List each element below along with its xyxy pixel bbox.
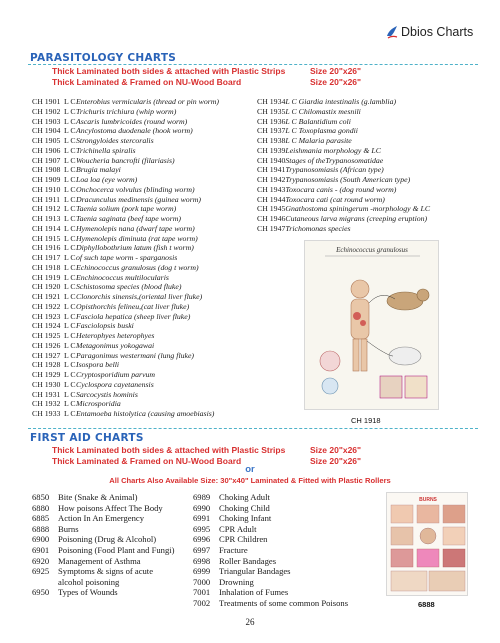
chart-title: Echinococcus granulosus (dog t worm) (76, 262, 199, 272)
parasitology-list-left (32, 97, 219, 419)
brand (385, 24, 473, 40)
list-item (32, 117, 219, 127)
first-aid-size-2: Size 20"x26" (310, 456, 362, 466)
chart-code: 6996 (193, 534, 211, 545)
chart-code: 6990 (193, 502, 211, 513)
chart-title: Inhalation of Fumes (219, 587, 289, 598)
chart-code: 6901 (32, 544, 50, 555)
chart-title: Stages of theTrypanosomatidae (285, 155, 384, 165)
list-item (32, 566, 175, 577)
first-aid-list-left (32, 492, 175, 598)
chart-title: Symptoms & signs of acute (58, 566, 154, 577)
chart-title: Hymenolepis nana (dwarf tape worm) (76, 223, 195, 233)
chart-title: Onchocerca volvulus (blinding worm) (76, 184, 195, 194)
life-cycle-prefix: L C (64, 194, 76, 204)
list-item (32, 107, 219, 117)
chart-code: CH 1927 (32, 350, 61, 360)
list-item (32, 312, 219, 322)
chart-title: Woucheria bancrofti (filariasis) (76, 155, 175, 165)
list-item (257, 224, 430, 234)
life-cycle-prefix: L C (64, 184, 76, 194)
list-item (257, 107, 430, 117)
chart-code: CH 1937 (257, 126, 286, 136)
parasitology-spec-1: Thick Laminated both sides & attached with Plastic Strips (52, 66, 286, 76)
parasitology-title: PARASITOLOGY CHARTS (30, 52, 177, 64)
chart-code: CH 1940 (257, 155, 286, 165)
chart-title: Cyclospora cayetanensis (76, 379, 154, 389)
chart-code: 6900 (32, 534, 50, 545)
list-item (32, 587, 175, 598)
chart-code: CH 1907 (32, 155, 61, 165)
life-cycle-prefix: L C (64, 97, 76, 106)
life-cycle-prefix: L C (64, 321, 76, 331)
chart-title: How poisons Affect The Body (58, 502, 163, 513)
list-item (193, 577, 348, 588)
chart-title: Toxocara canis - (dog round worm) (285, 184, 397, 194)
life-cycle-prefix: L C (64, 175, 76, 184)
page-number: 26 (245, 617, 255, 627)
chart-title: Paragonimus westermani (lung fluke) (76, 350, 195, 360)
chart-code: CH 1943 (257, 184, 286, 194)
chart-title: alcohol poisoning (58, 576, 120, 587)
life-cycle-prefix: L C (64, 301, 76, 311)
chart-code: 7000 (193, 576, 211, 587)
chart-title: Enchinococcus multilocularis (76, 272, 169, 282)
list-item (193, 503, 348, 514)
chart-code: CH 1921 (32, 292, 61, 301)
chart-title: Microsporidia (76, 399, 121, 409)
chart-title: Choking Adult (219, 492, 270, 502)
list-item (257, 175, 430, 185)
life-cycle-prefix: L C (64, 350, 76, 360)
chart-title: CPR Children (219, 534, 268, 545)
list-item (193, 556, 348, 567)
chart-title: Trichomonas species (285, 223, 351, 233)
chart-title: Dracunculus medinensis (guinea worm) (76, 194, 201, 204)
chart-title: Toxocara cati (cat round worm) (285, 194, 385, 204)
chart-code: CH 1935 (257, 106, 286, 116)
list-item (193, 492, 348, 503)
chart-code: 7001 (193, 587, 211, 598)
life-cycle-prefix: L C (64, 311, 76, 321)
list-item (193, 524, 348, 535)
parasitology-spec-2: Thick Laminated & Framed on NU-Wood Board (52, 77, 242, 87)
chart-illustration (387, 493, 468, 596)
list-item (32, 234, 219, 244)
life-cycle-prefix: L C (64, 214, 76, 223)
chart-code: 6950 (32, 587, 50, 598)
chart-code: CH 1946 (257, 214, 286, 223)
chart-title: CPR Adult (219, 523, 257, 534)
list-item (257, 126, 430, 136)
chart-code: CH 1919 (32, 272, 61, 282)
list-item (32, 243, 219, 253)
chart-code: CH 1920 (32, 282, 61, 292)
list-item (257, 146, 430, 156)
chart-title: Choking Infant (219, 513, 272, 524)
life-cycle-prefix: L C (64, 379, 76, 389)
life-cycle-prefix: L C (64, 126, 76, 136)
list-item (32, 370, 219, 380)
chart-title: Heterophyes heterophyes (76, 331, 155, 340)
roller-size-note: All Charts Also Available Size: 30"x40" Laminated & Fitted with Plastic Rollers (109, 476, 391, 485)
chart-code: CH 1904 (32, 126, 61, 136)
parasitology-size-2: Size 20"x26" (310, 77, 362, 87)
life-cycle-prefix: L C (64, 253, 76, 262)
life-cycle-prefix: L C (64, 331, 76, 340)
chart-code: CH 1903 (32, 116, 61, 126)
chart-title: Choking Child (219, 502, 270, 513)
chart-title: L C Chilomastix mesnili (285, 106, 361, 116)
chart-code: CH 1922 (32, 301, 61, 311)
burns-chart-image (386, 492, 468, 596)
chart-code: CH 1914 (32, 223, 61, 233)
chart-code: CH 1916 (32, 243, 61, 253)
or-label: or (245, 464, 255, 475)
chart-code: CH 1932 (32, 399, 61, 409)
chart-code: 6991 (193, 513, 211, 524)
first-aid-spec-2: Thick Laminated & Framed on NU-Wood Board (52, 456, 242, 466)
chart-code: CH 1912 (32, 204, 61, 214)
list-item (257, 136, 430, 146)
list-item (257, 165, 430, 175)
list-item (32, 321, 219, 331)
chart-code: 6998 (193, 555, 211, 566)
chart-code: 6925 (32, 566, 50, 577)
chart-title: Fasciolopsis buski (76, 321, 134, 331)
chart-code: CH 1938 (257, 136, 286, 145)
chart-code: 6989 (193, 492, 211, 502)
chart-code: CH 1925 (32, 331, 61, 340)
list-item (32, 146, 219, 156)
list-item (32, 195, 219, 205)
chart-code: CH 1926 (32, 340, 61, 350)
list-item (32, 399, 219, 409)
life-cycle-prefix: L C (64, 233, 76, 243)
list-item (257, 185, 430, 195)
chart-title: Treatments of some common Poisons (219, 597, 349, 608)
chart-code: CH 1942 (257, 175, 286, 184)
life-cycle-prefix: L C (64, 204, 76, 214)
list-item (32, 185, 219, 195)
chart-title: Clonorchis sinensis,(oriental liver fluke) (76, 292, 203, 301)
echinococcus-chart-image (304, 240, 439, 410)
chart-title: Gnathostoma spiningerum -morphology & LC (285, 204, 431, 214)
list-item (32, 513, 175, 524)
bird-logo-icon (385, 24, 399, 40)
list-item (32, 165, 219, 175)
first-aid-title: FIRST AID CHARTS (30, 432, 144, 444)
chart-code: CH 1915 (32, 233, 61, 243)
chart-code: 6920 (32, 555, 50, 566)
chart-code: CH 1908 (32, 165, 61, 175)
life-cycle-prefix: L C (64, 155, 76, 165)
chart-title: Enterobius vermicularis (thread or pin worm) (76, 97, 220, 106)
section-rule (28, 428, 478, 429)
chart-title: Cutaneous larva migrans (creeping eruption) (285, 214, 428, 223)
life-cycle-prefix: L C (64, 106, 76, 116)
chart-code: CH 1929 (32, 370, 61, 379)
chart-code: CH 1918 (32, 262, 61, 272)
life-cycle-prefix: L C (64, 223, 76, 233)
chart-title: Bite (Snake & Animal) (58, 492, 138, 502)
life-cycle-prefix: L C (64, 116, 76, 126)
chart-title: Trichuris trichiura (whip worm) (76, 106, 177, 116)
chart-illustration (305, 241, 439, 410)
chart-code: CH 1944 (257, 194, 286, 204)
chart-title: Metagonimus yokogawai (76, 340, 155, 350)
list-item (32, 204, 219, 214)
chart-title: Trypanosomiasis (African type) (285, 165, 384, 175)
chart-code: CH 1939 (257, 145, 286, 155)
list-item (32, 503, 175, 514)
list-item (32, 390, 219, 400)
chart-code: 6999 (193, 566, 211, 577)
list-item (32, 534, 175, 545)
chart-code: CH 1902 (32, 106, 61, 116)
chart-code: CH 1913 (32, 214, 61, 223)
chart-title: L C Toxoplasma gondii (285, 126, 358, 136)
chart-title: Diphyllobothrium latum (fish t worm) (76, 243, 194, 253)
list-item (32, 282, 219, 292)
parasitology-size-1: Size 20"x26" (310, 66, 362, 76)
list-item (257, 195, 430, 205)
list-item (193, 598, 348, 609)
list-item (193, 513, 348, 524)
list-item (32, 224, 219, 234)
chart-title: Hymenolepis diminuta (rat tape worm) (76, 233, 198, 243)
parasitology-image-caption: CH 1918 (351, 416, 381, 425)
life-cycle-prefix: L C (64, 409, 76, 418)
section-rule (28, 64, 478, 65)
brand-name: Dbios Charts (401, 25, 474, 39)
chart-title: Taenia saginata (beef tape worm) (76, 214, 181, 223)
life-cycle-prefix: L C (64, 389, 76, 399)
chart-title: Brugia malayi (76, 165, 121, 175)
chart-title: Trichinella spiralis (76, 145, 136, 155)
chart-title: Action In An Emergency (58, 513, 144, 524)
chart-title: Types of Wounds (58, 587, 118, 598)
chart-title: of such tape worm - sparganosis (76, 253, 178, 262)
list-item (32, 214, 219, 224)
chart-title: Entamoeba histolytica (causing amoebiasis) (76, 409, 215, 418)
list-item (193, 534, 348, 545)
chart-code: CH 1906 (32, 145, 61, 155)
list-item (32, 524, 175, 535)
chart-title: Strongyloides stercoralis (76, 136, 154, 145)
list-item (257, 204, 430, 214)
life-cycle-prefix: L C (64, 399, 76, 409)
chart-code: CH 1941 (257, 165, 286, 175)
chart-title: L C Giardia intestinalis (g.lamblia) (285, 97, 397, 106)
list-item (32, 331, 219, 341)
chart-title: Sarcocystis hominis (76, 389, 138, 399)
first-aid-image-caption: 6888 (418, 600, 435, 609)
first-aid-spec-1: Thick Laminated both sides & attached with Plastic Strips (52, 445, 286, 455)
list-item (32, 577, 175, 588)
chart-image-title: Echinococcus granulosus (336, 246, 408, 254)
list-item (257, 117, 430, 127)
list-item (32, 360, 219, 370)
life-cycle-prefix: L C (64, 370, 76, 379)
life-cycle-prefix: L C (64, 136, 76, 145)
chart-code: CH 1930 (32, 379, 61, 389)
list-item (32, 409, 219, 419)
list-item (193, 545, 348, 556)
chart-code: CH 1933 (32, 409, 61, 418)
list-item (257, 156, 430, 166)
chart-code: CH 1947 (257, 223, 286, 233)
life-cycle-prefix: L C (64, 340, 76, 350)
chart-code: CH 1901 (32, 97, 61, 106)
list-item (257, 97, 430, 107)
chart-image-title: BURNS (419, 497, 437, 503)
list-item (32, 263, 219, 273)
life-cycle-prefix: L C (64, 145, 76, 155)
list-item (32, 97, 219, 107)
chart-code: CH 1936 (257, 116, 286, 126)
chart-title: Trypanosomiasis (South American type) (285, 175, 411, 184)
chart-code: CH 1931 (32, 389, 61, 399)
chart-code: CH 1945 (257, 204, 286, 214)
life-cycle-prefix: L C (64, 272, 76, 282)
chart-code: CH 1923 (32, 311, 61, 321)
list-item (32, 380, 219, 390)
chart-title: Ascaris lumbricoides (round worm) (76, 116, 188, 126)
list-item (32, 292, 219, 302)
first-aid-list-right (193, 492, 348, 609)
chart-title: Fasciola hepatica (sheep liver fluke) (76, 311, 191, 321)
chart-title: Cryptosporidium parvum (76, 370, 156, 379)
chart-code: CH 1911 (32, 194, 61, 204)
list-item (32, 341, 219, 351)
list-item (193, 566, 348, 577)
list-item (32, 156, 219, 166)
chart-title: Management of Asthma (58, 555, 141, 566)
chart-title: Isospora belli (76, 360, 120, 370)
chart-code: 6885 (32, 513, 50, 524)
chart-title: Drowning (219, 576, 254, 587)
chart-code: 6995 (193, 523, 211, 534)
life-cycle-prefix: L C (64, 165, 76, 175)
chart-code: CH 1924 (32, 321, 61, 331)
chart-code: CH 1934 (257, 97, 286, 106)
list-item (193, 587, 348, 598)
chart-title: L C Balantidium coli (285, 116, 351, 126)
chart-code: 6880 (32, 502, 50, 513)
list-item (32, 253, 219, 263)
chart-title: Leishmania morphology & LC (285, 145, 381, 155)
chart-title: Schistosoma species (blood fluke) (76, 282, 182, 292)
life-cycle-prefix: L C (64, 243, 76, 253)
chart-title: Opisthorchis felineu,(cat liver fluke) (76, 301, 190, 311)
list-item (32, 136, 219, 146)
chart-title: L C Malaria parasite (285, 136, 352, 145)
list-item (32, 302, 219, 312)
list-item (32, 556, 175, 567)
chart-title: Fracture (219, 544, 248, 555)
life-cycle-prefix: L C (64, 282, 76, 292)
list-item (32, 492, 175, 503)
chart-code: CH 1905 (32, 136, 61, 145)
chart-code: 6888 (32, 523, 50, 534)
list-item (32, 126, 219, 136)
chart-title: Loa loa (eye worm) (76, 175, 138, 184)
chart-title: Ancylostoma duodenale (hook worm) (76, 126, 193, 136)
chart-title: Triangular Bandages (219, 566, 291, 577)
list-item (32, 273, 219, 283)
chart-title: Roller Bandages (219, 555, 277, 566)
life-cycle-prefix: L C (64, 360, 76, 370)
list-item (257, 214, 430, 224)
chart-code: 7002 (193, 597, 211, 608)
parasitology-list-right (257, 97, 430, 234)
chart-title: Poisoning (Food Plant and Fungi) (58, 544, 175, 555)
list-item (32, 545, 175, 556)
life-cycle-prefix: L C (64, 292, 76, 301)
life-cycle-prefix: L C (64, 262, 76, 272)
chart-code: 6997 (193, 544, 211, 555)
chart-title: Taenia solium (pork tape worm) (76, 204, 177, 214)
chart-code: CH 1909 (32, 175, 61, 184)
list-item (32, 175, 219, 185)
first-aid-size-1: Size 20"x26" (310, 445, 362, 455)
chart-code: CH 1910 (32, 184, 61, 194)
chart-title: Burns (58, 523, 79, 534)
list-item (32, 351, 219, 361)
chart-code: CH 1928 (32, 360, 61, 370)
chart-title: Poisoning (Drug & Alcohol) (58, 534, 157, 545)
chart-code: 6850 (32, 492, 50, 502)
chart-code: CH 1917 (32, 253, 61, 262)
